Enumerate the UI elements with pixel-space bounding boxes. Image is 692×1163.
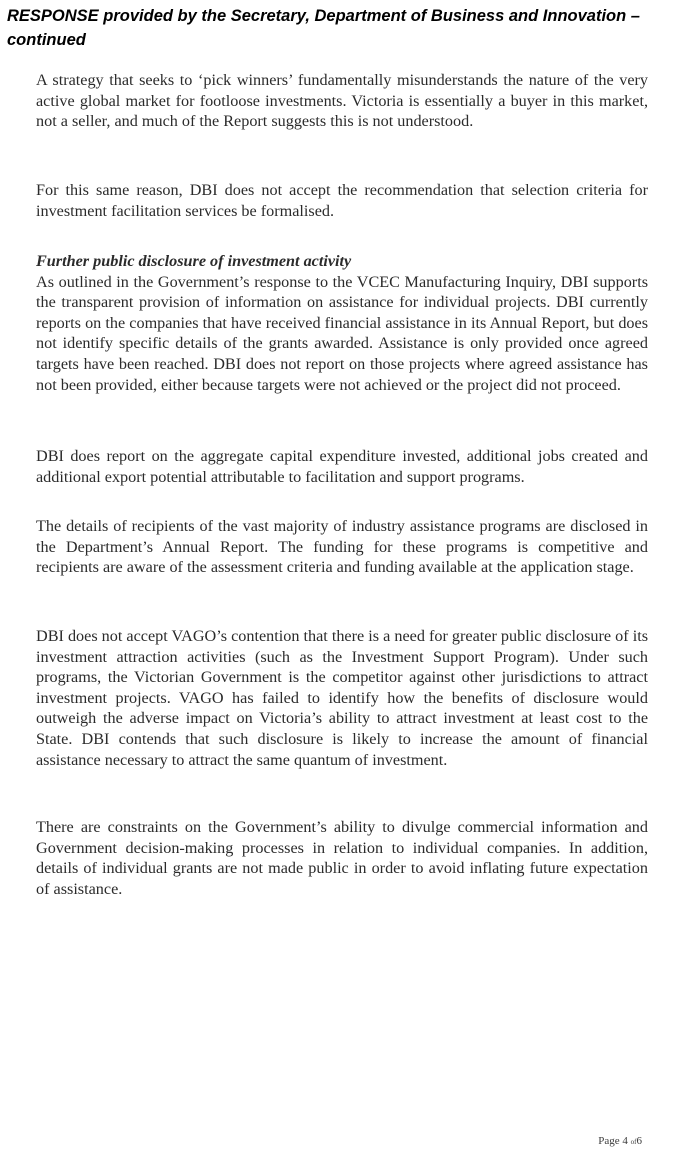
paragraph-text: DBI does not accept VAGO’s contention that there is a need for greater public disclosure of its investment attraction activities (such as the Investment Support Program). Under such programs, the Victorian Government is the competitor against other jurisdictions to attract investment projects. VAGO has failed to identify how the benefits of disclosure would outweigh the adverse impact on Victoria’s ability to attract investment at least cost to the State. DBI contends that such disclosure is likely to increase the amount of financial assistance necessary to attract the same quantum of investment. [36,627,648,769]
page-number-of: of [630,1138,637,1146]
paragraph-recipients [36,516,648,578]
paragraph-text: A strategy that seeks to ‘pick winners’ fundamentally misunderstands the nature of the very active global market for footloose investments. Victoria is essentially a buyer in this market, not a seller, and much of the Report suggests this is not understood. [36,71,648,131]
paragraph-pick-winners [36,70,648,132]
paragraph-vago-contention [36,626,648,770]
paragraph-constraints [36,817,648,899]
section-public-disclosure [36,251,648,395]
section-subheading: Further public disclosure of investment activity [36,252,352,270]
paragraph-text: As outlined in the Government’s response to the VCEC Manufacturing Inquiry, DBI supports the transparent provision of information on assistance for individual projects. DBI currently reports on the companies that have received financial assistance in its Annual Report, but does not identify specific details of the grants awarded. Assistance is only provided once agreed targets have been reached. DBI does not report on those projects where agreed assistance has not been provided, either because targets were not achieved or the project did not proceed. [36,272,648,394]
page-number [598,1135,642,1147]
page-header: RESPONSE provided by the Secretary, Department of Business and Innovation – continued [7,7,640,49]
page-number-total: 6 [636,1135,642,1147]
paragraph-selection-criteria [36,180,648,221]
paragraph-text: For this same reason, DBI does not accept the recommendation that selection criteria for investment facilitation services be formalised. [36,181,648,220]
paragraph-text: DBI does report on the aggregate capital expenditure invested, additional jobs created and additional export potential attributable to facilitation and support programs. [36,447,648,486]
page-number-label: Page 4 [598,1135,628,1147]
paragraph-text: There are constraints on the Government’s ability to divulge commercial information and Government decision-making processes in relation to individual companies. In addition, details of individual grants are not made public in order to avoid inflating future expectation of assistance. [36,818,648,898]
paragraph-text: The details of recipients of the vast majority of industry assistance programs are disclosed in the Department’s Annual Report. The funding for these programs is competitive and recipients are aware of the assessment criteria and funding available at the application stage. [36,517,648,577]
paragraph-aggregate-reporting [36,446,648,487]
